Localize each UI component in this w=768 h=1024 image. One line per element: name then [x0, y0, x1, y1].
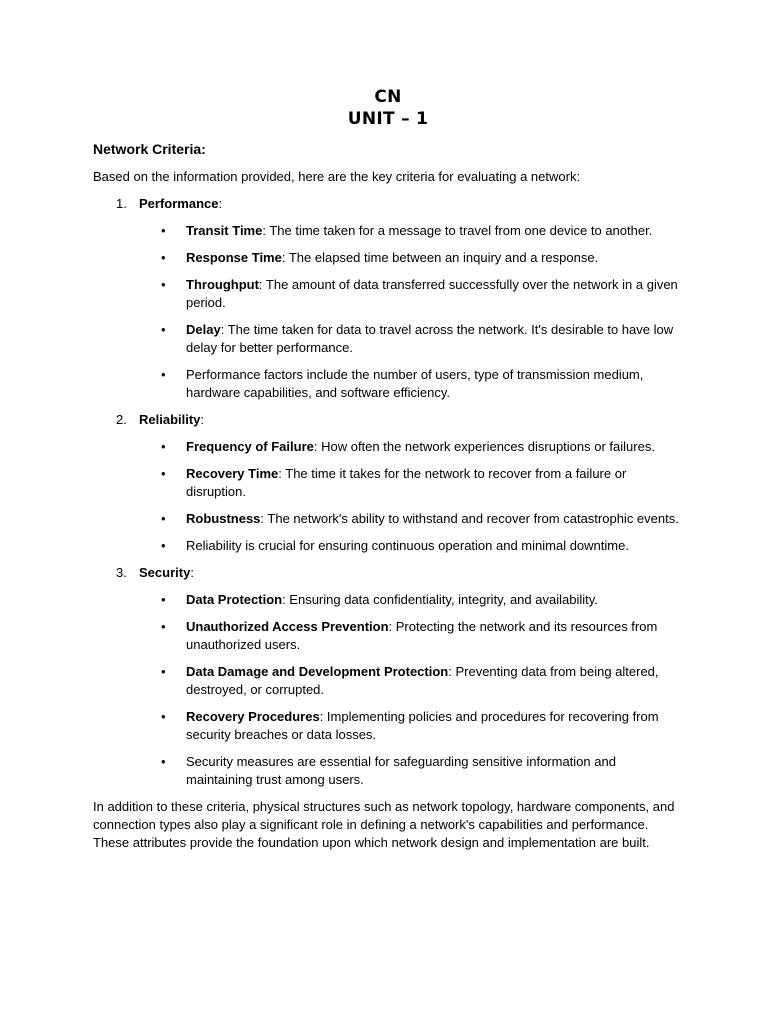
list-item-term: Unauthorized Access Prevention — [186, 619, 389, 634]
section-label: Security — [139, 565, 191, 580]
list-item-term: Data Protection — [186, 592, 283, 607]
section-label-suffix: : — [200, 412, 205, 427]
list-item — [93, 222, 683, 240]
bullet-icon: • — [161, 466, 166, 481]
bullet-icon: • — [161, 511, 166, 526]
bullet-list — [93, 438, 683, 555]
list-item-term: Transit Time — [186, 223, 263, 238]
list-item — [93, 753, 683, 789]
bullet-icon: • — [161, 538, 166, 553]
closing-paragraph: In addition to these criteria, physical structures such as network topology, hardware components, and connection types also play a significant role in defining a network's capabilities and performance. These attributes provide the foundation upon which network design and implementation are built. — [93, 799, 675, 850]
section-label-suffix: : — [190, 565, 194, 580]
list-item — [93, 537, 683, 555]
list-item-term: Frequency of Failure — [186, 439, 314, 454]
section-number: 1. — [116, 196, 127, 211]
criteria-section — [93, 195, 683, 213]
list-item-text: Performance factors include the number of users, type of transmission medium, hardware capabilities, and software efficiency. — [186, 367, 644, 400]
list-item-text: : The amount of data transferred successfully over the network in a given period. — [186, 277, 678, 310]
list-item-text: : Implementing policies and procedures for recovering from security breaches or data losses. — [186, 709, 659, 742]
bullet-icon: • — [161, 619, 166, 634]
list-item-text: Security measures are essential for safeguarding sensitive information and maintaining trust among users. — [186, 754, 616, 787]
bullet-icon: • — [161, 367, 166, 382]
document-title — [93, 86, 683, 130]
bullet-icon: • — [161, 754, 166, 769]
criteria-section — [93, 564, 683, 582]
bullet-icon: • — [161, 664, 166, 679]
list-item-term: Delay — [186, 322, 221, 337]
bullet-icon: • — [161, 250, 166, 265]
document-page — [93, 86, 683, 852]
list-item-text: : The time taken for a message to travel from one device to another. — [262, 223, 653, 238]
list-item-text: : The network's ability to withstand and recover from catastrophic events. — [260, 511, 679, 526]
list-item — [93, 366, 683, 402]
bullet-icon: • — [161, 277, 166, 292]
list-item — [93, 438, 683, 456]
list-item-term: Robustness — [186, 511, 261, 526]
bullet-icon: • — [161, 439, 166, 454]
bullet-icon: • — [161, 223, 166, 238]
list-item-text: : Ensuring data confidentiality, integrity, and availability. — [282, 592, 598, 607]
list-item — [93, 276, 683, 312]
list-item — [93, 708, 683, 744]
section-label-suffix: : — [218, 196, 223, 211]
list-item-term: Recovery Time — [186, 466, 279, 481]
section-label: Reliability — [139, 412, 201, 427]
list-item-text: : The time it takes for the network to recover from a failure or disruption. — [186, 466, 627, 499]
list-item — [93, 591, 683, 609]
title-line-1: CN — [374, 87, 402, 107]
list-item — [93, 465, 683, 501]
section-number: 2. — [116, 412, 127, 427]
bullet-list — [93, 591, 683, 789]
list-item-term: Response Time — [186, 250, 282, 265]
bullet-list — [93, 222, 683, 402]
intro-paragraph: Based on the information provided, here are the key criteria for evaluating a network: — [93, 169, 581, 184]
list-item — [93, 663, 683, 699]
list-item-text: : Preventing data from being altered, destroyed, or corrupted. — [186, 664, 659, 697]
list-item-text: : The elapsed time between an inquiry and a response. — [281, 250, 599, 265]
section-number: 3. — [116, 565, 127, 580]
bullet-icon: • — [161, 592, 166, 607]
list-item-text: : Protecting the network and its resources from unauthorized users. — [186, 619, 658, 652]
list-item-text: Reliability is crucial for ensuring continuous operation and minimal downtime. — [186, 538, 629, 553]
bullet-icon: • — [161, 709, 166, 724]
bullet-icon: • — [161, 322, 166, 337]
criteria-section — [93, 411, 683, 429]
list-item — [93, 618, 683, 654]
section-label: Performance — [139, 196, 219, 211]
list-item-term: Data Damage and Development Protection — [186, 664, 449, 679]
title-line-2: UNIT – 1 — [347, 109, 429, 129]
criteria-list — [93, 195, 683, 789]
list-item — [93, 249, 683, 267]
list-item-text: : The time taken for data to travel across the network. It's desirable to have low delay for better performance. — [186, 322, 674, 355]
list-item — [93, 321, 683, 357]
list-item — [93, 510, 683, 528]
list-item-text: : How often the network experiences disruptions or failures. — [313, 439, 655, 454]
list-item-term: Recovery Procedures — [186, 709, 320, 724]
section-heading: Network Criteria: — [93, 141, 206, 157]
list-item-term: Throughput — [186, 277, 259, 292]
